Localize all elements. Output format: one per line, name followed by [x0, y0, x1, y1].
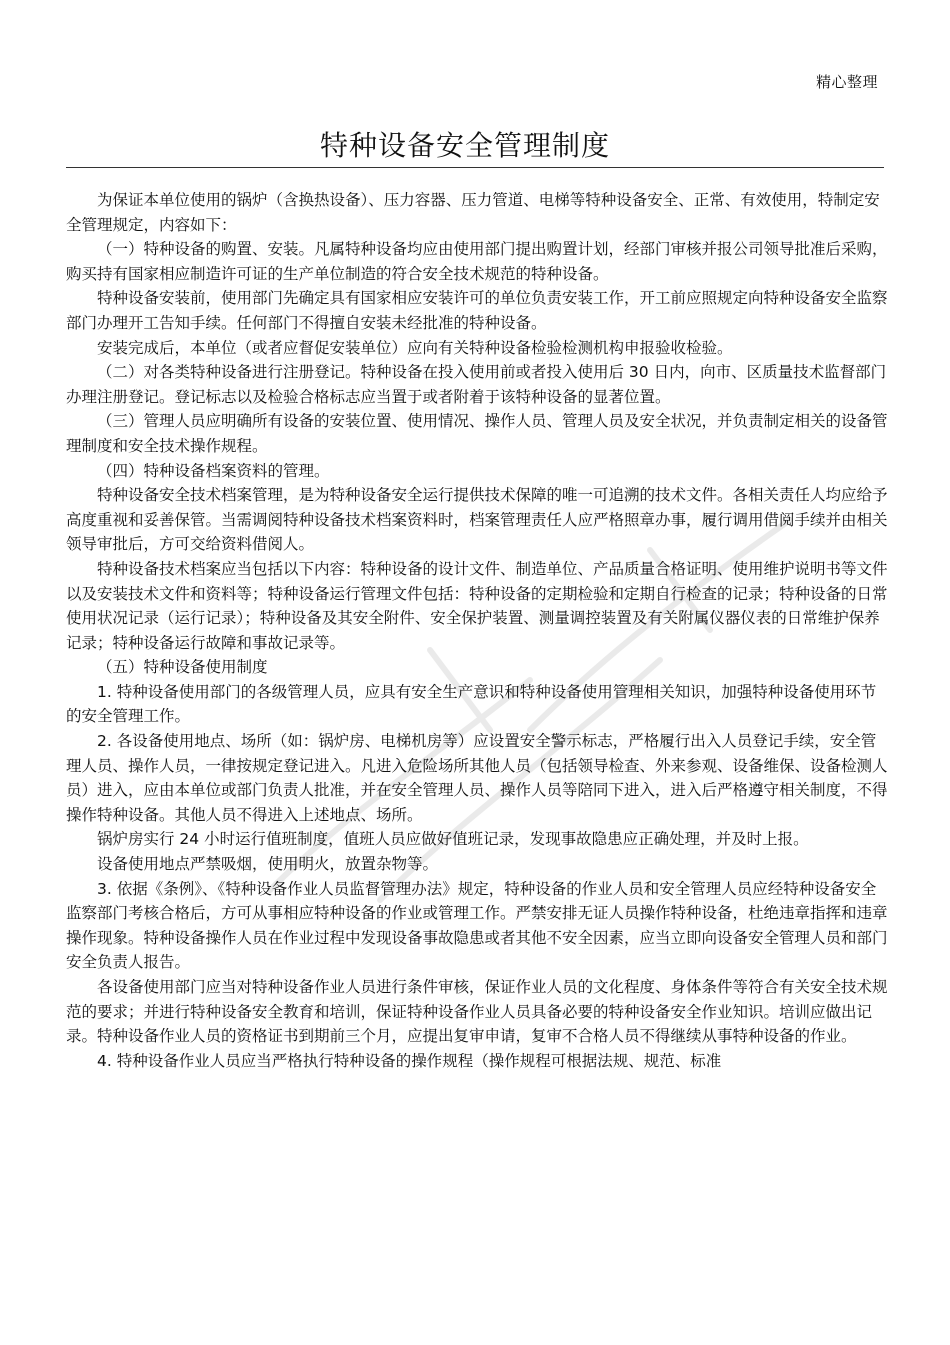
paragraph: 设备使用地点严禁吸烟，使用明火，放置杂物等。: [97, 855, 439, 874]
paragraph: 为保证本单位使用的锅炉（含换热设备）、压力容器、压力管道、电梯等特种设备安全、正常、有效使用，特制定安全管理规定，内容如下：: [66, 191, 880, 234]
paragraph: （二）对各类特种设备进行注册登记。特种设备在投入使用前或者投入使用后 30 日内，向市、区质量技术监督部门办理注册登记。登记标志以及检验合格标志应当置于或者附着于该特种设备的显著位置。: [66, 363, 887, 406]
title-divider: [66, 167, 884, 168]
paragraph: （四）特种设备档案资料的管理。: [97, 461, 330, 480]
paragraph: 2. 各设备使用地点、场所（如：锅炉房、电梯机房等）应设置安全警示标志，严格履行出入人员登记手续，安全管理人员、操作人员，一律按规定登记进入。凡进入危险场所其他人员（包括领导检查、外来参观、设备维保、设备检测人员）进入，应由本单位或部门负责人批准，并在安全管理人员、操作人员等陪同下进入，进入后严格遵守相关制度，不得操作特种设备。其他人员不得进入上述地点、场所。: [66, 732, 888, 824]
paragraph: 锅炉房实行 24 小时运行值班制度，值班人员应做好值班记录，发现事故隐患应正确处理，并及时上报。: [97, 830, 809, 849]
header-note: 精心整理: [815, 73, 878, 91]
paragraph: 特种设备技术档案应当包括以下内容：特种设备的设计文件、制造单位、产品质量合格证明、使用维护说明书等文件以及安装技术文件和资料等；特种设备运行管理文件包括：特种设备的定期检验和定期自行检查的记录；特种设备的日常使用状况记录（运行记录）；特种设备及其安全附件、安全保护装置、测量调控装置及有关附属仪器仪表的日常维护保养记录；特种设备运行故障和事故记录等。: [66, 559, 888, 652]
paragraph: 安装完成后，本单位（或者应督促安装单位）应向有关特种设备检验检测机构申报验收检验。: [97, 338, 733, 357]
paragraph: 1. 特种设备使用部门的各级管理人员，应具有安全生产意识和特种设备使用管理相关知识，加强特种设备使用环节的安全管理工作。: [66, 682, 877, 726]
paragraph: 各设备使用部门应当对特种设备作业人员进行条件审核，保证作业人员的文化程度、身体条件等符合有关安全技术规范的要求；并进行特种设备安全教育和培训，保证特种设备作业人员具备必要的特种设备安全作业知识。培训应做出记录。特种设备作业人员的资格证书到期前三个月，应提出复审申请，复审不合格人员不得继续从事特种设备的作业。: [66, 978, 888, 1046]
paragraph: （一）特种设备的购置、安装。凡属特种设备均应由使用部门提出购置计划，经部门审核并报公司领导批准后采购，购买持有国家相应制造许可证的生产单位制造的符合安全技术规范的特种设备。: [66, 240, 888, 283]
paragraph: （三）管理人员应明确所有设备的安装位置、使用情况、操作人员、管理人员及安全状况，并负责制定相关的设备管理制度和安全技术操作规程。: [66, 412, 888, 455]
page-title: 特种设备安全管理制度: [319, 129, 610, 162]
paragraph: （五）特种设备使用制度: [97, 658, 268, 677]
body-text: [66, 188, 888, 1073]
paragraph: 3. 依据《条例》、《特种设备作业人员监督管理办法》规定，特种设备的作业人员和安全管理人员应经特种设备安全监察部门考核合格后，方可从事相应特种设备的作业或管理工作。严禁安排无证人员操作特种设备，杜绝违章指挥和违章操作现象。特种设备操作人员在作业过程中发现设备事故隐患或者其他不安全因素，应当立即向设备安全管理人员和部门安全负责人报告。: [66, 879, 888, 972]
paragraph: 特种设备安装前，使用部门先确定具有国家相应安装许可的单位负责安装工作，开工前应照规定向特种设备安全监察部门办理开工告知手续。任何部门不得擅自安装未经批准的特种设备。: [66, 289, 888, 332]
paragraph: 特种设备安全技术档案管理，是为特种设备安全运行提供技术保障的唯一可追溯的技术文件。各相关责任人均应给予高度重视和妥善保管。当需调阅特种设备技术档案资料时，档案管理责任人应严格照章办事，履行调用借阅手续并由相关领导审批后，方可交给资料借阅人。: [66, 486, 888, 554]
paragraph: 4. 特种设备作业人员应当严格执行特种设备的操作规程（操作规程可根据法规、规范、标准: [97, 1051, 722, 1070]
